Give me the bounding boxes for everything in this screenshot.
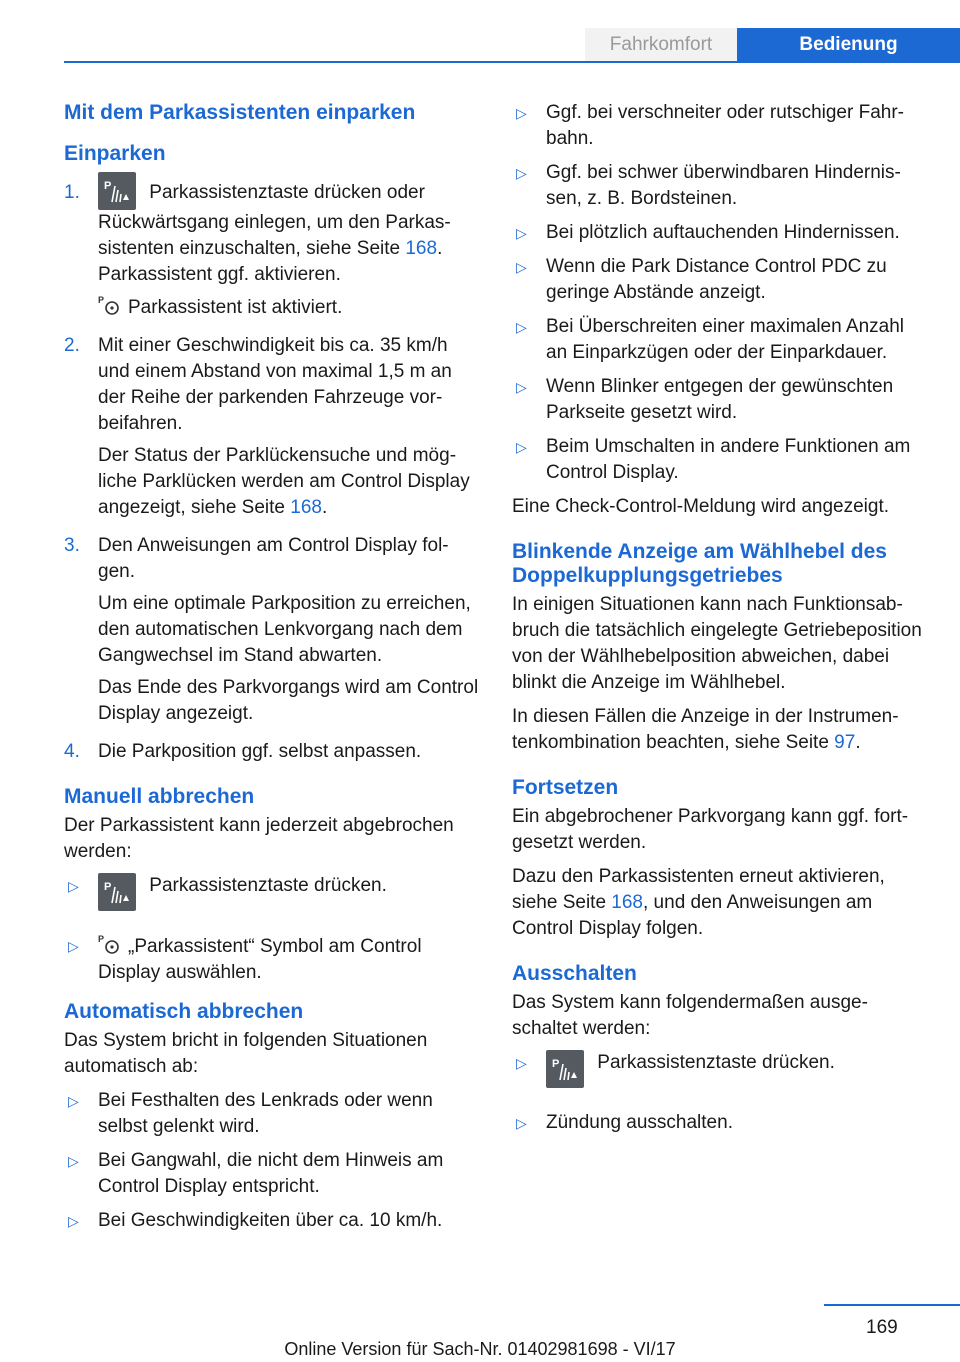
step-text-part: Parkassistenztaste drücken oder Rückwärtsgang einlegen, um den Parkassistenten einzuschalten, siehe Seite bbox=[98, 182, 451, 259]
step-number: 1. bbox=[64, 182, 80, 203]
page-number: 169 bbox=[866, 1317, 898, 1338]
heading-manuell-abbrechen: Manuell abbrechen bbox=[64, 785, 255, 808]
tab-bedienung[interactable]: Bedienung bbox=[737, 28, 960, 63]
step-subtext bbox=[98, 443, 479, 521]
paragraph: Eine Check-Control-Meldung wird angezeigt. bbox=[512, 496, 890, 517]
list-item bbox=[512, 100, 927, 152]
paragraph-part: Dazu den Parkassistenten erneut aktivieren, siehe Seite bbox=[512, 866, 885, 913]
list-item-text: „Parkassistent“ Symbol am Control Display auswählen. bbox=[98, 936, 422, 983]
park-assist-button-icon bbox=[546, 1050, 584, 1088]
step-text: Mit einer Geschwindigkeit bis ca. 35 km/h und einem Abstand von maximal 1,5 m an der Reihe der parkenden Fahrzeuge vorbeifahren. bbox=[98, 335, 452, 434]
list-item bbox=[512, 374, 927, 426]
step-3 bbox=[64, 533, 479, 733]
step-text: Den Anweisungen am Control Display folgen. bbox=[98, 535, 449, 582]
bullet-triangle-icon: ▷ bbox=[516, 1055, 527, 1071]
paragraph-part: , und den Anweisungen am Control Display folgen. bbox=[512, 892, 873, 939]
park-assist-symbol-icon bbox=[98, 933, 122, 955]
list-item bbox=[64, 1208, 479, 1234]
park-assist-symbol-icon bbox=[98, 294, 122, 316]
bullet-triangle-icon: ▷ bbox=[516, 319, 527, 335]
step-1 bbox=[64, 180, 479, 327]
paragraph: Der Parkassistent kann jederzeit abgebrochen werden: bbox=[64, 815, 454, 862]
bullet-triangle-icon: ▷ bbox=[516, 379, 527, 395]
step-number: 2. bbox=[64, 335, 80, 356]
list-item-text: Bei Überschreiten einer maximalen Anzahl an Einparkzügen oder der Einparkdauer. bbox=[546, 316, 905, 363]
heading-blinkende-anzeige: Blinkende Anzeige am Wählhebel des Doppelkupplungsgetriebes bbox=[512, 540, 887, 587]
paragraph-part: . bbox=[855, 732, 861, 753]
list-item-text: Wenn die Park Distance Control PDC zu geringe Abstände anzeigt. bbox=[546, 256, 887, 303]
section-title: Mit dem Parkassistenten einparken bbox=[64, 101, 416, 124]
page-link[interactable]: 168 bbox=[290, 497, 322, 518]
step-subtext-part: Parkassistent ist aktiviert. bbox=[128, 297, 343, 318]
page-link[interactable]: 168 bbox=[611, 892, 643, 913]
step-subtext: Das Ende des Parkvorgangs wird am Control Display angezeigt. bbox=[98, 677, 479, 724]
page-header bbox=[0, 28, 960, 62]
list-item bbox=[512, 1110, 927, 1136]
step-text-part: . Parkassistent ggf. aktivieren. bbox=[98, 238, 443, 285]
footer-text: Online Version für Sach-Nr. 01402981698 - VI/17 bbox=[284, 1339, 676, 1359]
step-text: Die Parkposition ggf. selbst anpassen. bbox=[98, 741, 422, 762]
step-subtext-part: . bbox=[321, 497, 328, 518]
park-assist-button-icon bbox=[98, 873, 136, 911]
list-item-text: Ggf. bei verschneiter oder rutschiger Fahrbahn. bbox=[546, 102, 904, 149]
heading-automatisch-abbrechen: Automatisch abbrechen bbox=[64, 1000, 304, 1023]
svg-text:P: P bbox=[98, 934, 105, 944]
list-item bbox=[512, 314, 927, 366]
bullet-triangle-icon: ▷ bbox=[68, 878, 79, 894]
page-link[interactable]: 97 bbox=[834, 732, 856, 753]
svg-text:P: P bbox=[98, 295, 105, 305]
list-item-text: Parkassistenztaste drücken. bbox=[592, 1052, 835, 1073]
paragraph-part: In diesen Fällen die Anzeige in der Instrumentenkombination beachten, siehe Seite bbox=[512, 706, 899, 753]
list-item-text: Zündung ausschalten. bbox=[546, 1112, 733, 1133]
step-subtext bbox=[98, 294, 479, 321]
step-text bbox=[98, 180, 479, 288]
bullet-triangle-icon: ▷ bbox=[68, 938, 79, 954]
bullet-triangle-icon: ▷ bbox=[68, 1213, 79, 1229]
left-column bbox=[64, 100, 479, 1242]
bullet-triangle-icon: ▷ bbox=[516, 439, 527, 455]
paragraph: In einigen Situationen kann nach Funktionsabbruch die tatsächlich eingelegte Getriebeposition von der Wählhebelposition abweichen, dabei blinkt die Anzeige im Wählhebel. bbox=[512, 594, 922, 693]
step-number: 4. bbox=[64, 741, 80, 762]
list-item bbox=[64, 933, 479, 986]
footer-divider bbox=[824, 1304, 960, 1306]
list-item bbox=[512, 1050, 927, 1102]
step-subtext-part: Der Status der Parklückensuche und mögliche Parklücken werden am Control Display angezeigt, siehe Seite bbox=[98, 445, 470, 518]
step-number: 3. bbox=[64, 535, 80, 556]
paragraph bbox=[512, 704, 927, 756]
bullet-triangle-icon: ▷ bbox=[516, 1115, 527, 1131]
heading-ausschalten: Ausschalten bbox=[512, 962, 637, 985]
step-4 bbox=[64, 739, 479, 771]
list-item-text: Wenn Blinker entgegen der gewünschten Parkseite gesetzt wird. bbox=[546, 376, 894, 423]
list-item bbox=[64, 873, 479, 925]
list-item-text: Bei Festhalten des Lenkrads oder wenn selbst gelenkt wird. bbox=[98, 1090, 433, 1137]
list-item-text: Beim Umschalten in andere Funktionen am Control Display. bbox=[546, 436, 911, 483]
list-item-text: Bei plötzlich auftauchenden Hindernissen. bbox=[546, 222, 900, 243]
paragraph: Das System bricht in folgenden Situationen automatisch ab: bbox=[64, 1030, 428, 1077]
header-divider bbox=[64, 61, 960, 63]
bullet-triangle-icon: ▷ bbox=[68, 1153, 79, 1169]
paragraph: Das System kann folgendermaßen ausgeschaltet werden: bbox=[512, 992, 868, 1039]
list-item-text: Parkassistenztaste drücken. bbox=[144, 875, 387, 896]
list-item-text: Bei Geschwindigkeiten über ca. 10 km/h. bbox=[98, 1210, 443, 1231]
list-item-text: Bei Gangwahl, die nicht dem Hinweis am Control Display entspricht. bbox=[98, 1150, 444, 1197]
svg-text:P: P bbox=[104, 180, 112, 192]
park-assist-button-icon bbox=[98, 172, 136, 210]
tab-fahrkomfort[interactable]: Fahrkomfort bbox=[585, 28, 737, 61]
page-link[interactable]: 168 bbox=[405, 238, 438, 259]
heading-fortsetzen: Fortsetzen bbox=[512, 776, 619, 799]
paragraph bbox=[512, 864, 927, 942]
step-2 bbox=[64, 333, 479, 527]
heading-einparken: Einparken bbox=[64, 142, 166, 165]
list-item-text: Ggf. bei schwer überwindbaren Hindernissen, z. B. Bordsteinen. bbox=[546, 162, 901, 209]
svg-text:P: P bbox=[104, 881, 112, 893]
list-item bbox=[64, 1088, 479, 1140]
bullet-triangle-icon: ▷ bbox=[516, 165, 527, 181]
list-item bbox=[512, 160, 927, 212]
bullet-triangle-icon: ▷ bbox=[516, 259, 527, 275]
list-item bbox=[512, 434, 927, 486]
right-column bbox=[512, 100, 927, 1144]
list-item bbox=[512, 254, 927, 306]
bullet-triangle-icon: ▷ bbox=[516, 105, 527, 121]
paragraph: Ein abgebrochener Parkvorgang kann ggf. fortgesetzt werden. bbox=[512, 806, 909, 853]
bullet-triangle-icon: ▷ bbox=[68, 1093, 79, 1109]
list-item bbox=[512, 220, 927, 246]
bullet-triangle-icon: ▷ bbox=[516, 225, 527, 241]
list-item bbox=[64, 1148, 479, 1200]
step-subtext: Um eine optimale Parkposition zu erreichen, den automatischen Lenkvorgang nach dem Gangwechsel im Stand abwarten. bbox=[98, 593, 471, 666]
svg-text:P: P bbox=[552, 1058, 560, 1070]
